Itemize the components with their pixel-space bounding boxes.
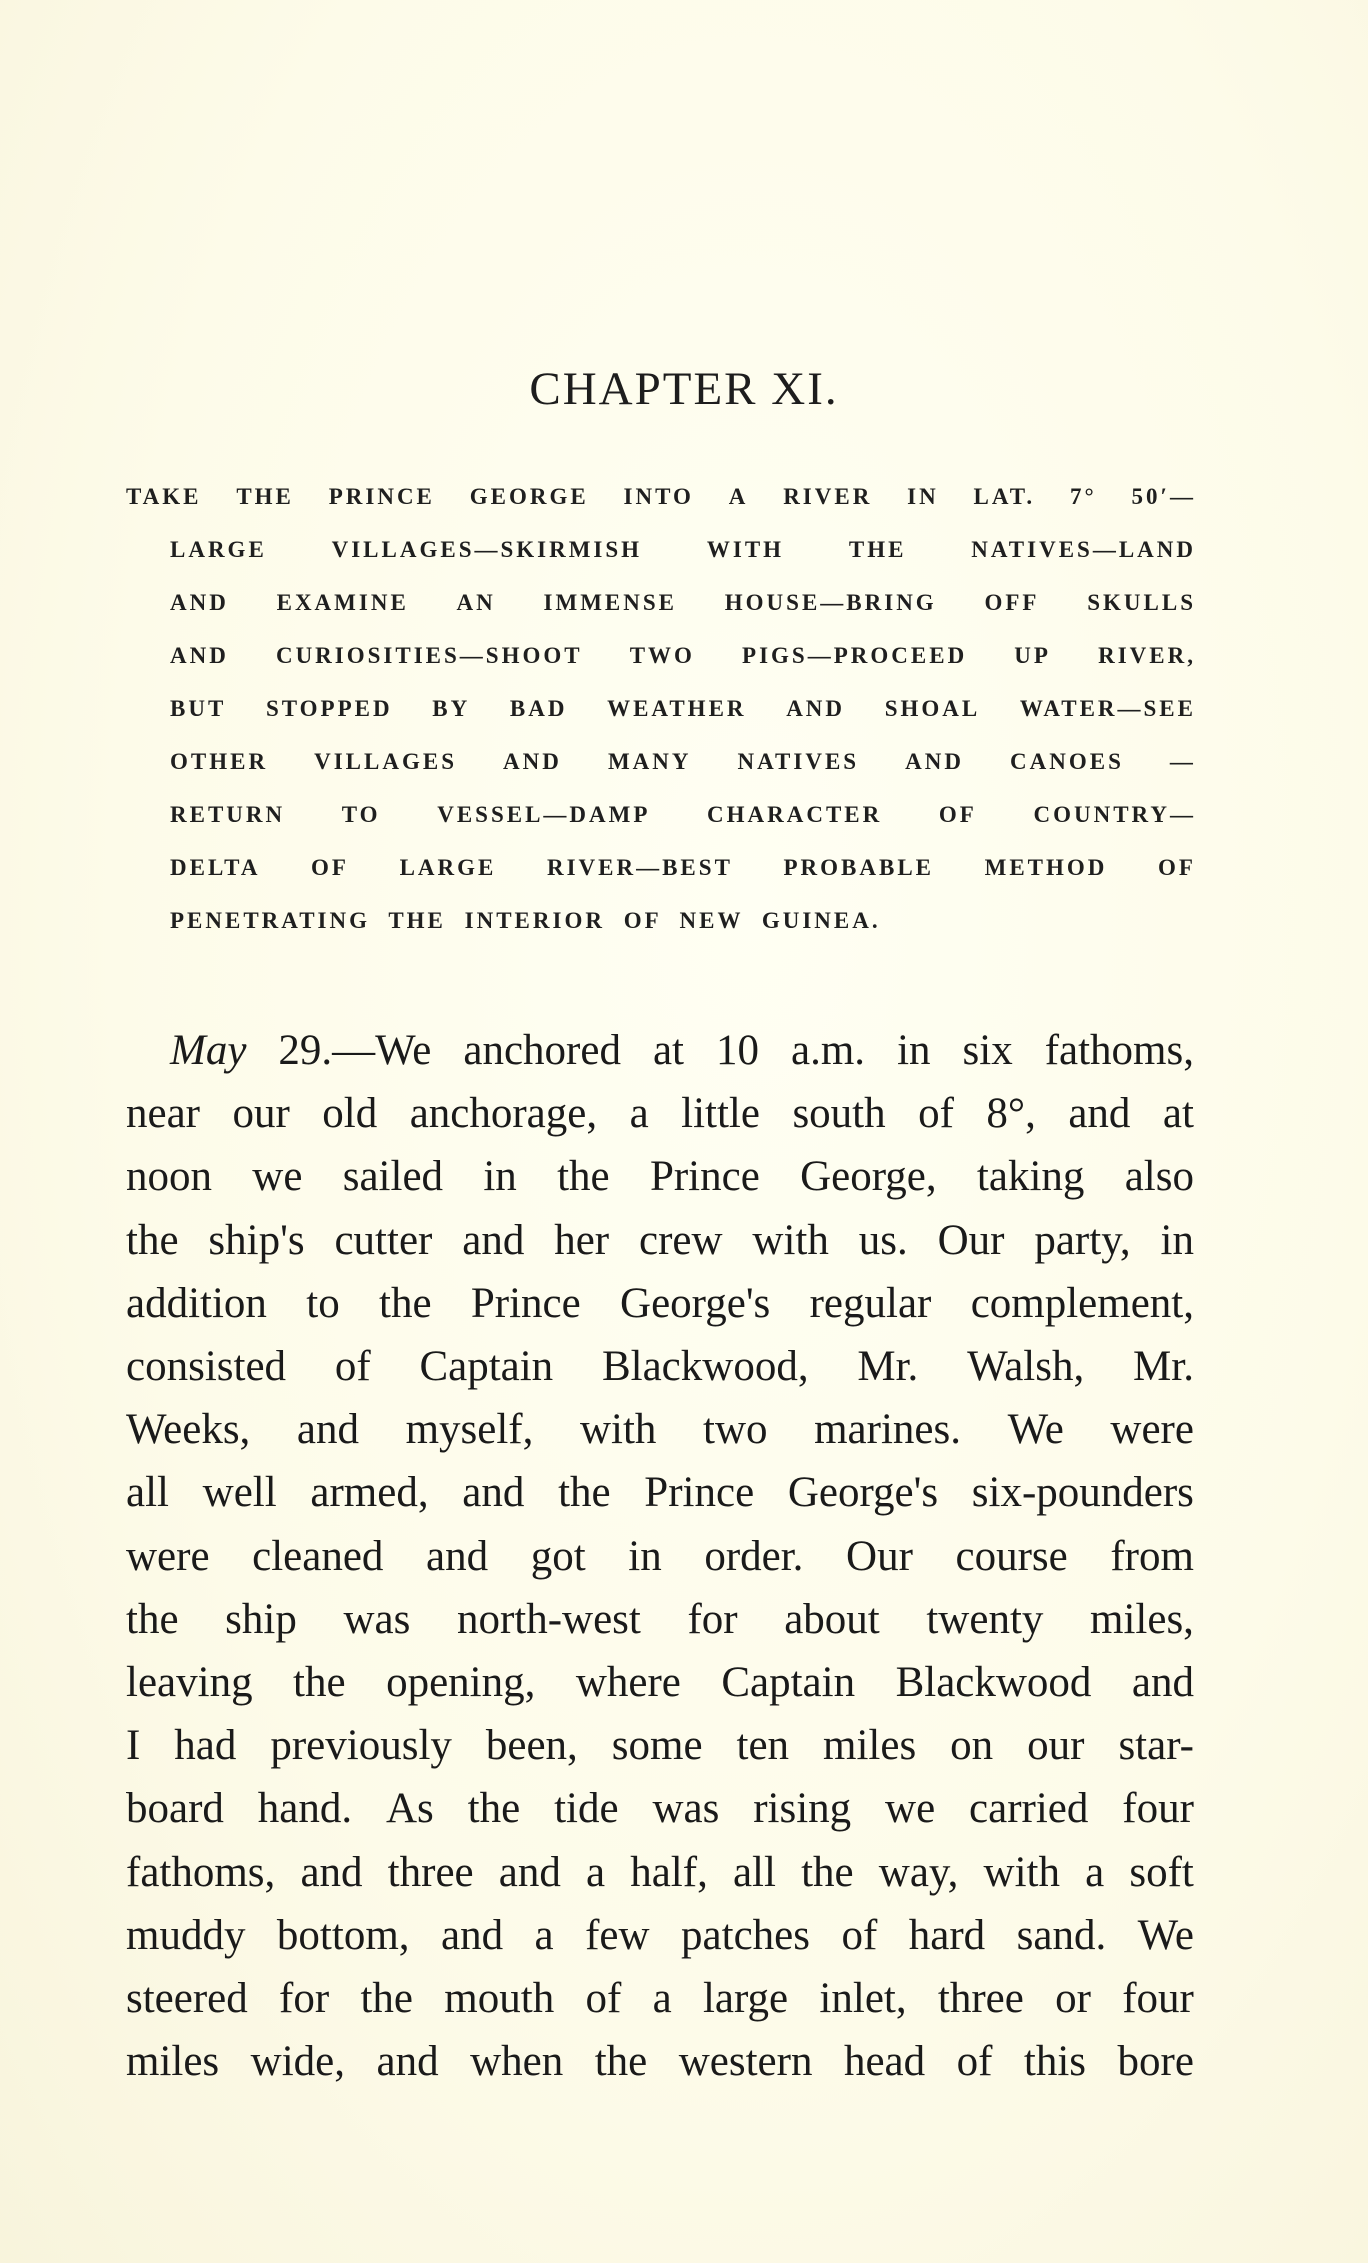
body-line: consisted of Captain Blackwood, Mr. Walsh, Mr. xyxy=(126,1343,1194,1390)
body-line-first: May 29.—We anchored at 10 a.m. in six fathoms, xyxy=(170,1027,1194,1074)
summary-line: AND EXAMINE AN IMMENSE HOUSE—BRING OFF SKULLS xyxy=(170,590,1196,615)
summary-line: AND CURIOSITIES—SHOOT TWO PIGS—PROCEED UP RIVER, xyxy=(170,643,1196,668)
summary-line: RETURN TO VESSEL—DAMP CHARACTER OF COUNTRY— xyxy=(170,802,1196,827)
body-line: the ship was north-west for about twenty miles, xyxy=(126,1596,1194,1643)
summary-line: BUT STOPPED BY BAD WEATHER AND SHOAL WATER—SEE xyxy=(170,696,1196,721)
body-line: I had previously been, some ten miles on our star- xyxy=(126,1722,1194,1769)
body-line: leaving the opening, where Captain Blackwood and xyxy=(126,1659,1194,1706)
body-line: near our old anchorage, a little south of 8°, and at xyxy=(126,1090,1194,1137)
summary-line: LARGE VILLAGES—SKIRMISH WITH THE NATIVES—LAND xyxy=(170,537,1196,562)
summary-line: PENETRATING THE INTERIOR OF NEW GUINEA. xyxy=(170,908,881,933)
body-line: Weeks, and myself, with two marines. We were xyxy=(126,1406,1194,1453)
summary-line: DELTA OF LARGE RIVER—BEST PROBABLE METHOD OF xyxy=(170,855,1196,880)
body-line: miles wide, and when the western head of this bore xyxy=(126,2038,1194,2085)
body-line: steered for the mouth of a large inlet, three or four xyxy=(126,1975,1194,2022)
body-line: fathoms, and three and a half, all the way, with a soft xyxy=(126,1849,1194,1896)
body-line: addition to the Prince George's regular complement, xyxy=(126,1280,1194,1327)
body-line: muddy bottom, and a few patches of hard sand. We xyxy=(126,1912,1194,1959)
date-label: May xyxy=(170,1027,247,1074)
body-line: board hand. As the tide was rising we carried four xyxy=(126,1785,1194,1832)
body-line: the ship's cutter and her crew with us. Our party, in xyxy=(126,1217,1194,1264)
chapter-title: CHAPTER XI. xyxy=(529,363,839,415)
summary-line: OTHER VILLAGES AND MANY NATIVES AND CANOES — xyxy=(170,749,1196,774)
body-line: noon we sailed in the Prince George, taking also xyxy=(126,1153,1194,1200)
summary-line: TAKE THE PRINCE GEORGE INTO A RIVER IN LAT. 7° 50′— xyxy=(126,484,1196,509)
body-line: were cleaned and got in order. Our course from xyxy=(126,1533,1194,1580)
body-line: all well armed, and the Prince George's six-pounders xyxy=(126,1469,1194,1516)
